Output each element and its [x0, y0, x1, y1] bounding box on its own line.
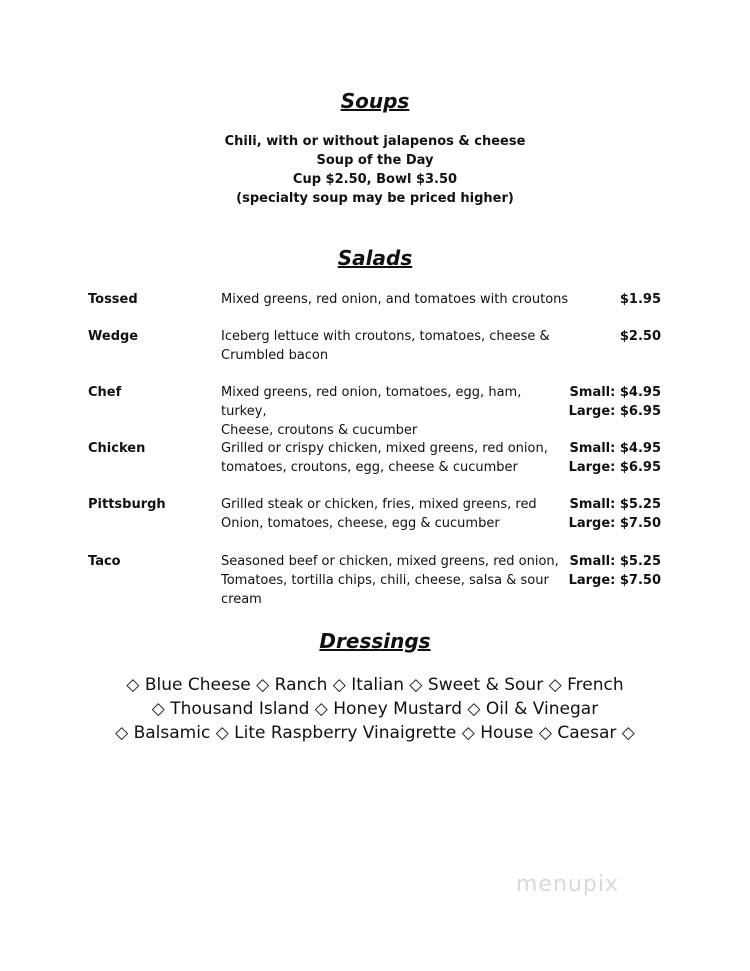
desc-line: Seasoned beef or chicken, mixed greens, red onion, [221, 554, 559, 569]
price-large: Large: $6.95 [568, 460, 661, 475]
soup-line: Cup $2.50, Bowl $3.50 [292, 172, 458, 187]
desc-line: Onion, tomatoes, cheese, egg & cucumber [221, 516, 500, 531]
salad-desc [221, 327, 571, 365]
desc-line: Iceberg lettuce with croutons, tomatoes, cheese & [221, 329, 550, 344]
price-large: Large: $7.50 [568, 516, 661, 531]
menupix-watermark: menupix [516, 872, 619, 897]
price-large: Large: $7.50 [568, 573, 661, 588]
desc-line: Crumbled bacon [221, 348, 329, 363]
salad-price [569, 552, 661, 590]
soups-list [0, 132, 750, 208]
desc-line: tomatoes, croutons, egg, cheese & cucumber [221, 460, 518, 475]
salad-desc [221, 552, 581, 609]
desc-line: Grilled or crispy chicken, mixed greens, red onion, [221, 441, 548, 456]
desc-line: Tomatoes, tortilla chips, chili, cheese, salsa & sour cream [221, 573, 549, 607]
soups-title: Soups [340, 89, 410, 113]
dressing-line: ◇ Blue Cheese ◇ Ranch ◇ Italian ◇ Sweet & Sour ◇ French [126, 675, 624, 695]
salad-name: Chicken [88, 441, 146, 456]
salad-name: Pittsburgh [88, 497, 166, 512]
salad-name: Wedge [88, 329, 139, 344]
salad-desc [221, 495, 571, 533]
desc-line: Grilled steak or chicken, fries, mixed greens, red [221, 497, 537, 512]
salad-price [569, 439, 661, 477]
soup-line: Soup of the Day [316, 153, 434, 168]
salad-desc: Mixed greens, red onion, and tomatoes with croutons [221, 292, 569, 307]
salad-price [569, 495, 661, 533]
soup-line: Chili, with or without jalapenos & cheese [224, 134, 526, 149]
salad-name: Taco [88, 554, 121, 569]
salad-price [569, 383, 661, 421]
price-small: Small: $5.25 [569, 497, 661, 512]
price-small: Small: $4.95 [569, 441, 661, 456]
salad-price: $2.50 [619, 329, 661, 344]
price-small: Small: $5.25 [569, 554, 661, 569]
salad-price: $1.95 [619, 292, 661, 307]
salads-title: Salads [337, 246, 413, 270]
price-large: Large: $6.95 [568, 404, 661, 419]
dressings-list [0, 673, 750, 745]
salad-name: Tossed [88, 292, 138, 307]
price-small: Small: $4.95 [569, 385, 661, 400]
dressing-line: ◇ Thousand Island ◇ Honey Mustard ◇ Oil & Vinegar [151, 699, 599, 719]
salad-desc [221, 439, 571, 477]
desc-line: Mixed greens, red onion, tomatoes, egg, ham, turkey, [221, 385, 522, 419]
desc-line: Cheese, croutons & cucumber [221, 423, 418, 438]
salad-desc [221, 383, 571, 440]
soup-line: (specialty soup may be priced higher) [236, 191, 514, 206]
salad-name: Chef [88, 385, 122, 400]
dressing-line: ◇ Balsamic ◇ Lite Raspberry Vinaigrette ◇ House ◇ Caesar ◇ [115, 723, 635, 743]
dressings-title: Dressings [319, 629, 431, 653]
